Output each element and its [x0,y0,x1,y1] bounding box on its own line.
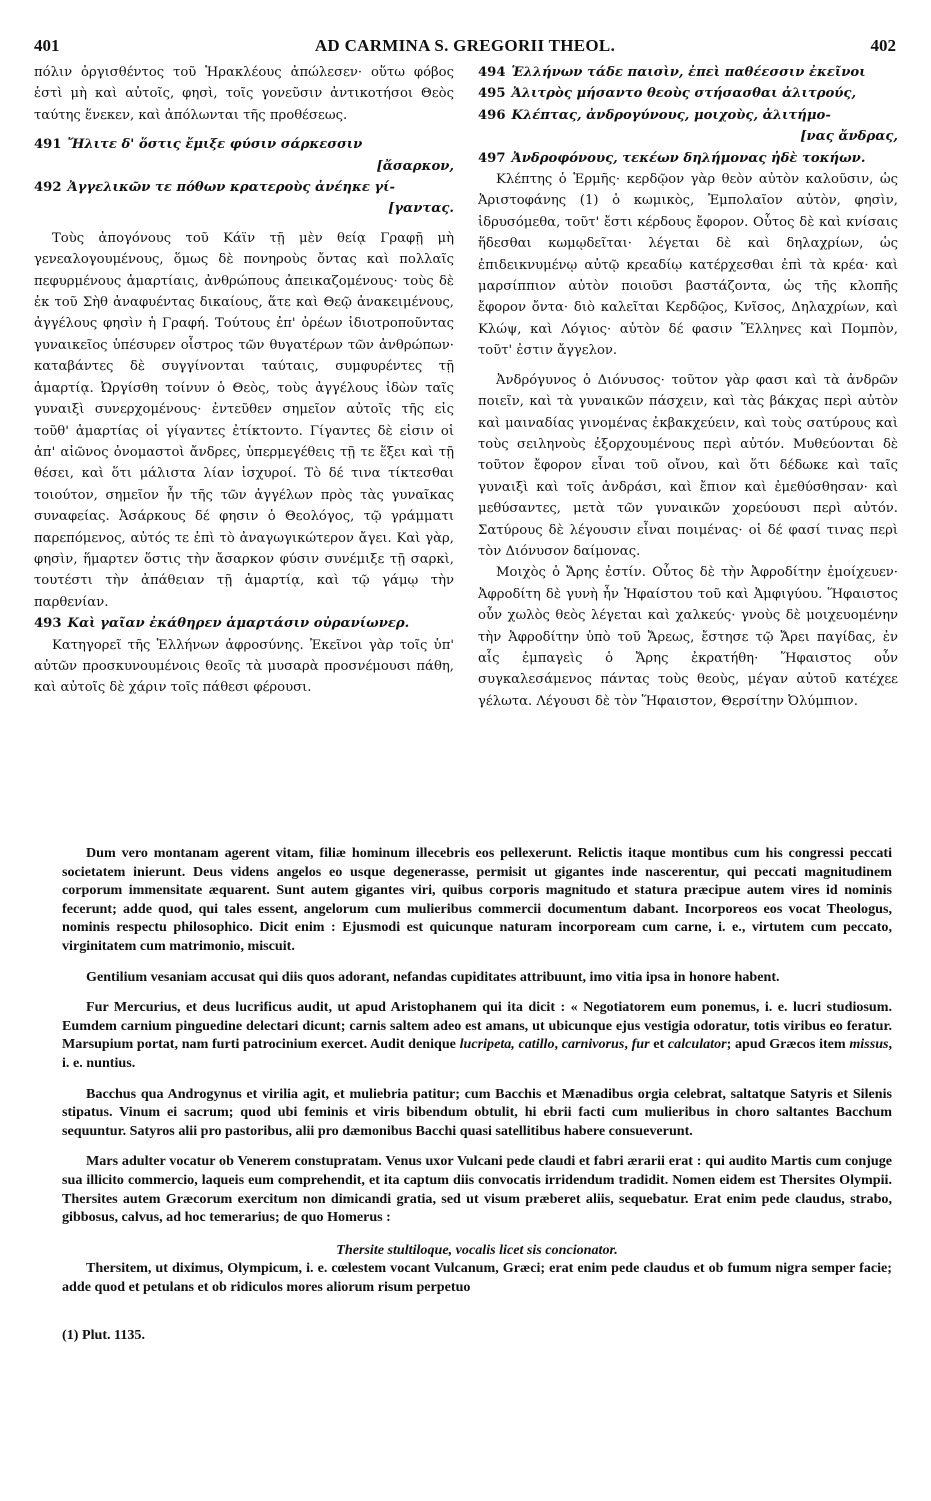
verse-text: Ἑλλήνων τάδε παισὶν, ἐπεὶ παθέεσσιν ἐκεῖνοι [511,65,866,80]
verse-text: Καὶ γαῖαν ἐκάθηρεν ἁμαρτάσιν οὐρανίωνερ. [67,616,410,632]
footnote: (1) Plut. 1135. [62,1327,145,1344]
running-title: AD CARMINA S. GREGORII THEOL. [314,36,616,55]
page-number-right: 402 [870,36,896,55]
latin-paragraph: Bacchus qua Androgynus et virilia agit, et muliebria patitur; cum Bacchis et Mænadibus orgia celebrat, saltatque Satyris et Silenis stipatus. Vinum ei sacrum; quod ubi feminis et viris bibendum obtulit, hi ebrii facti cum mulieribus in choro saltantes Bacchum sequuntur. Satyros alii pro pastoribus, alii pro dæmonibus Bacchi quasi satellitibus habere consueverunt. [62,1085,892,1139]
commentary-paragraph: Τοὺς ἀπογόνους τοῦ Κάϊν τῇ μὲν θείᾳ Γραφῇ μὴ γενεαλογουμένους, ὅμως δὲ πονηροὺς ὄντας καὶ πολλαῖς πεφυρμένους ἁμαρτίαις, ἀνθρώπους ἀπεικαζομένους· τοὺς δὲ ἐκ τοῦ Σὴθ ἀναφυέντας δικαίους, ἅτε καὶ Θεῷ ἀνακειμένους, ἀγγέλους φησὶν ἡ Γραφή. Τούτους ἐπ' ὀρέων ἰδιοτροποῦντας γυναικεῖος ὑπέσυρεν οἶστρος τῶν θυγατέρων τῶν ἀνθρώπων· καταβάντες δὲ συγγίνονται ταύταις, συμφυρέντες τῇ ἁμαρτίᾳ. Ὠργίσθη τοίνυν ὁ Θεὸς, τοὺς ἀγγέλους ἰδὼν ταῖς γυναιξὶ συνερχομένους· ἐντεῦθεν σημεῖον αὐτοῖς τῆς εἰς τοῦθ' ἁμαρτίας οἱ γίγαντες ἐτίκτοντο. Γίγαντες δὲ εἰσιν οἱ ἀπ' αἰῶνος ὀνομαστοὶ ἄνδρες, ὑπερμεγέθεις τῇ τε ἕξει καὶ τῇ θέσει, καὶ ὅτι μάλιστα λίαν ἰσχυροί. Τὸ δέ τινα τίκτεσθαι τοιούτον, σημεῖον ἦν τῆς τῶν ἀγγέλων πρὸς τὰς γυναῖκας συναφείας. Ἀσάρκους δέ φησιν ὁ Θεολόγος, τῷ γράμματι παρεπόμενος, αὐτός τε ἐπὶ τὸ ἀναγωγικώτερον ἄγει. Καὶ γὰρ, φησὶν, ἥμαρτεν ὅστις τὴν ἄσαρκον φύσιν συνέμιξε τῇ σαρκὶ, τουτέστι τὴν ἀπάθειαν τῇ ἁμαρτίᾳ, καὶ τῷ γάμῳ τὴν παρθενίαν. [34,230,454,610]
latin-text: , [624,1036,632,1053]
latin-italic: lucripeta, catillo [459,1036,555,1053]
verse-491 [34,134,454,155]
verse-continuation: [γαντας. [388,201,454,217]
verse-text: Ἤλιτε δ' ὅστις ἔμιξε φύσιν σάρκεσσιν [67,137,363,153]
latin-italic: carnivorus [561,1036,625,1053]
verse-text: Ἀνδροφόνους, τεκέων δηλήμονας ἠδὲ τοκήων. [511,150,866,166]
verse-continuation: [νας ἄνδρας, [800,129,898,145]
verse-continuation: [ἄσαρκον, [376,158,454,174]
latin-text: Fur Mercurius, et deus lucrificus audit, ut apud Aristophanem qui ita dicit : « Negotiatorem eum ponemus, i. e. lucri studiosum. Eumdem carnium pinguedine delectari dicunt; carnis saltem adeo est amans, ut ubicunque ejus vestigia odoratur, totis viribus eo feratur. Marsupium portat, nam furti patrocinium exercet. Audit denique [62,999,892,1053]
latin-verse-quote: Thersite stultiloque, vocalis licet sis concionator. [336,1241,618,1258]
latin-italic: calculator [667,1036,727,1053]
latin-paragraph: Gentilium vesaniam accusat qui diis quos adorant, nefandas cupiditates attribuunt, imo vitia ipsa in honore habent. [86,968,780,985]
greek-column-left [34,62,454,699]
verse-497 [478,148,898,169]
commentary-paragraph: Μοιχὸς ὁ Ἄρης ἐστίν. Οὗτος δὲ τὴν Ἀφροδίτην ἐμοίχευεν· Ἀφροδίτη δὲ γυνὴ ἦν Ἡφαίστου τοῦ καὶ Ἀμφιγύου. Ἥφαιστος οὖν χωλὸς θεὸς λέγεται καὶ χαλκεύς· γνοὺς δὲ μοιχευομένην τὴν Ἀφροδίτην ὑπὸ τοῦ Ἄρεως, ἔστησε τῷ Ἄρει παγίδας, ἐν αἷς ἐμπαγεὶς ὁ Ἄρης ἐκρατήθη· Ἥφαιστος οὖν συγκαλεσάμενος πάντας τοὺς θεοὺς, μέγαν αὐτοῦ κατέχεε γέλωτα. Λέγουσι δὲ τὸν Ἥφαιστον, Θερσίτην Ὀλύμπιον. [478,565,898,709]
latin-paragraph: Mars adulter vocatur ob Venerem constupratam. Venus uxor Vulcani pede claudi et fabri ærarii erat : qui audito Martis cum conjuge sua illicito commercio, laqueis eum comprehendit, et ita captum diis convocatis irridendum tradidit. Nomen eidem est Thersites Olympii. Thersites autem Græcorum exercitum non dimicandi gratia, sed ut visum præberet aliis, sequebatur. Erat enim pede claudus, strabo, gibbosus, calvus, ad hoc temerarius; de quo Homerus : [62,1153,892,1226]
verse-492 [34,177,454,198]
running-header [34,36,896,58]
latin-text: , [554,1036,562,1053]
commentary-paragraph: Κλέπτης ὁ Ἑρμῆς· κερδῷον γὰρ θεὸν αὐτὸν καλοῦσιν, ὡς Ἀριστοφάνης (1) ὁ κωμικὸς, Ἐμπολαῖον αὐτὸν, φησὶν, ἱδρυσόμεθα, τοῦτ' ἔστι κέρδους ἔφορον. Οὗτος δὲ καὶ κνίσαις ἥδεσθαι κωμῳδεῖται· λέγεται δὲ καὶ δηλαχρίων, ὡς ἐπιδεικνυμένῳ αὐτῷ κρεαδίῳ κατέρχεσθαι ἐπὶ τὰ κρέα· καὶ μαρσίππιον αὐτὸν ποιοῦσι βαστάζοντα, ὡς τῆς κλοπῆς ἔφορον ὄντα· διὸ καλεῖται Κερδῷος, Κνῖσος, Δηλαχρίων, καὶ Κλώψ, καὶ Λόγιος· αὐτὸν δέ φασιν Ἕλληνες καὶ Πομπὸν, τοῦτ' ἐστιν ἄγγελον. [478,172,898,359]
commentary-paragraph: πόλιν ὀργισθέντος τοῦ Ἡρακλέους ἀπώλεσεν· οὕτω φόβος ἐστὶ μὴ καὶ αὐτοῖς, φησὶ, τοῖς γονεῦσιν ἀντικοτήσοι Θεὸς ταύτης ἕνεκεν, καὶ ἀπόλωνται τῆς προθέσεως. [34,65,454,123]
latin-italic: fur [631,1036,650,1053]
latin-paragraph: Dum vero montanam agerent vitam, filiæ hominum illecebris eos pellexerunt. Relictis itaque montibus cum his congressi peccati societatem inierunt. Deus videns angelos eo usque degenerasse, permisit ut gigantes inde nascerentur, qui peccati magnitudinem corporum immensitate æquarent. Sunt autem gigantes viri, quibus corporis magnitudo et statura præcipue autem vires id nominis fecerunt; adde quod, qui tales essent, angelorum cum mulieribus commercii documentum dabant. Incorporeos eos vocat Theologus, nominis respectu philosophico. Dicit enim : Ejusmodi est quicunque naturam incorpoream cum carne, i. e., virtutem cum peccato, virginitatem cum matrimonio, miscuit. [62,845,892,954]
latin-paragraph [62,998,892,1072]
verse-number: 492 [34,180,62,196]
latin-text: ; apud Græcos item [726,1036,850,1053]
verse-text: Κλέπτας, ἀνδρογύνους, μοιχοὺς, ἀλιτήμο- [511,107,831,123]
verse-493 [34,613,454,634]
latin-translation [62,844,892,1345]
verse-number: 491 [34,137,62,153]
verse-number: 496 [478,107,506,123]
latin-italic: missus [849,1036,889,1053]
verse-495 [478,83,898,104]
verse-number: 497 [478,150,506,166]
verse-number: 495 [478,86,506,102]
verse-496 [478,105,898,126]
page-number-left: 401 [34,36,60,55]
verse-number: 494 [478,65,506,80]
latin-text: , i. e. nuntius. [62,1036,893,1071]
latin-paragraph: Thersitem, ut diximus, Olympicum, i. e. cœlestem vocant Vulcanum, Græci; erat enim pede claudus et ob fumum nigra semper facie; adde quod et petulans et ob ridiculos mores aliorum risum perpetuo [62,1260,892,1295]
verse-number: 493 [34,616,62,632]
verse-text: Ἀλιτρὸς μήσαντο θεοὺς στήσασθαι ἀλιτρούς, [511,86,857,102]
latin-text: et [649,1036,668,1053]
verse-494 [478,62,898,83]
verse-text: Ἀγγελικῶν τε πόθων κρατεροὺς ἀνέηκε γί- [67,180,396,196]
commentary-paragraph: Ἀνδρόγυνος ὁ Διόνυσος· τοῦτον γὰρ φασι καὶ τὰ ἀνδρῶν ποιεῖν, καὶ τὰ γυναικῶν πάσχειν, καὶ τὰς βάκχας περὶ αὐτὸν καὶ μαιναδίας γινομένας ἐκβακχεύειν, καὶ τοὺς σατύρους καὶ τοὺς σειληνοὺς ἐξορχουμένους περὶ αὐτόν. Μυθεύονται δὲ τοῦτον ἔφορον εἶναι τοῦ οἴνου, καὶ ὅτι δέδωκε καὶ ταῖς γυναιξὶ καὶ τοῖς ἀνδράσι, καὶ ἔπιον καὶ ἐμεθύσθησαν· καὶ μεθύσαντες, μετὰ τῶν γυναικῶν χορεύουσι περὶ αὐτόν. Σατύρους δὲ λέγουσιν εἶναι ποιμένας· οἱ δέ φασί τινας περὶ τὸν Διόνυσον δαίμονας. [478,372,898,559]
commentary-paragraph: Κατηγορεῖ τῆς Ἑλλήνων ἀφροσύνης. Ἐκεῖνοι γὰρ τοῖς ὑπ' αὐτῶν προσκυνουμένοις θεοῖς τὰ μυσαρὰ προσνέμουσι πάθη, καὶ αὐτοῖς δὲ χάριν τοῖς πάθεσι φέρουσι. [34,637,454,696]
greek-column-right [478,62,898,712]
